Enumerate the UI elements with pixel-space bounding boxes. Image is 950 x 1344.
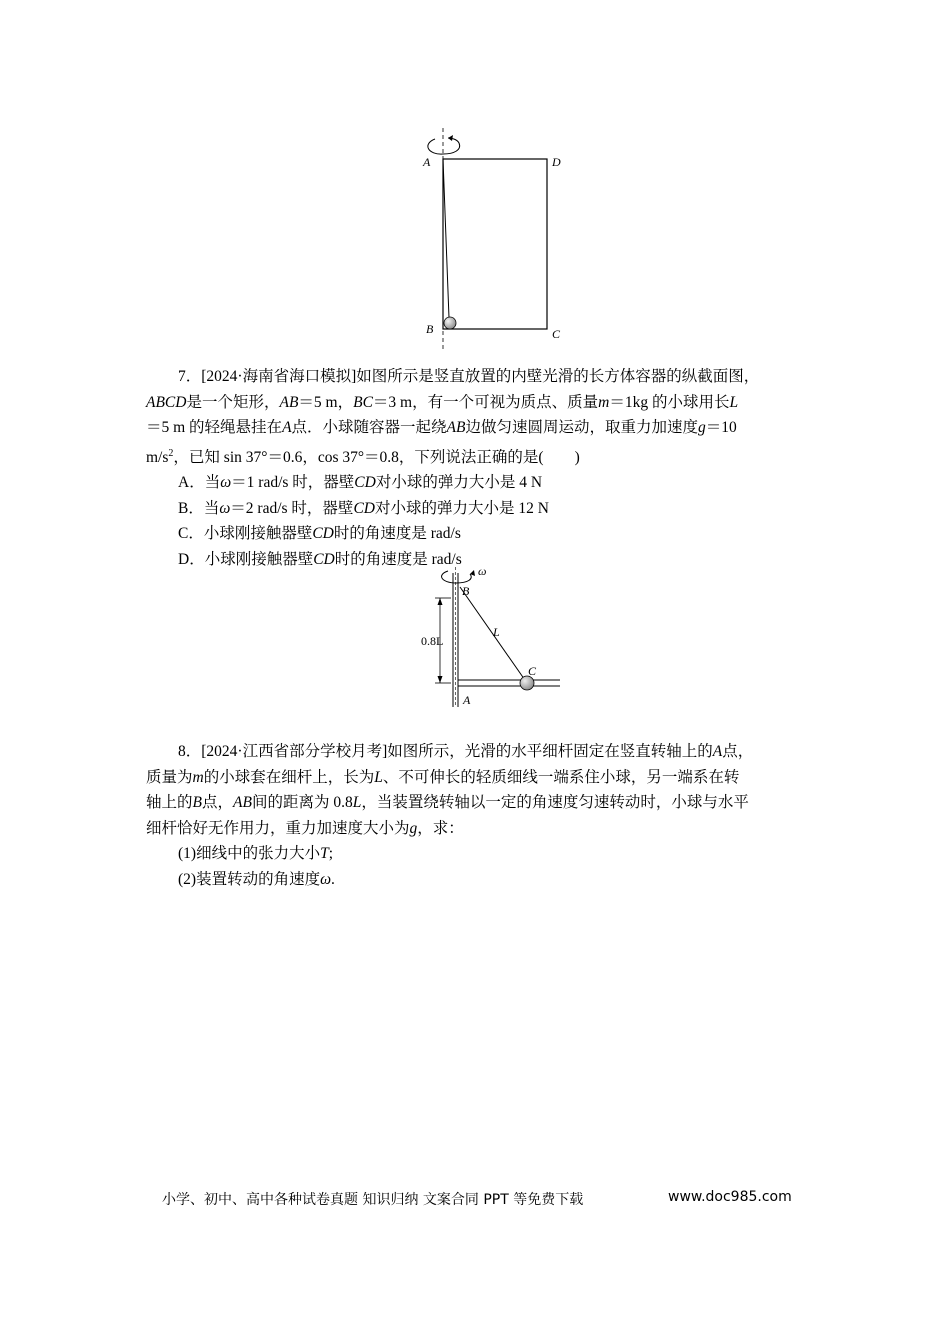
q8-sub-2 <box>146 867 810 893</box>
opt-c-pre: C．小球刚接触器壁 <box>178 525 313 543</box>
q7-text-2: 是一个矩形， <box>186 393 280 411</box>
q8-sub1-text: (1)细线中的张力大小 <box>178 845 321 862</box>
q8-text-3a: 轴上的 <box>146 794 193 811</box>
opt-b-cd: CD <box>353 499 375 517</box>
q8-t: T <box>320 845 329 862</box>
label-d: D <box>552 155 561 169</box>
q8-text-3c: 间的距离为 0.8 <box>251 794 353 811</box>
q8-line2 <box>146 765 810 791</box>
q7-option-a <box>146 470 810 496</box>
opt-d-post2: 时的角速度是 rad/s <box>334 550 462 568</box>
q7-bc: BC <box>353 393 373 411</box>
q8-text-1b: 点， <box>722 743 754 760</box>
label-a: A <box>423 155 431 169</box>
q7-line1 <box>146 364 810 390</box>
q8-number: 8． <box>178 743 202 760</box>
opt-a-sym: ω <box>220 474 232 492</box>
q8-g: g <box>409 819 418 837</box>
q7-option-c <box>146 521 810 547</box>
label-b2: B <box>462 584 470 598</box>
q8-text-2c: 、不可伸长的轻质细线一端系住小球，另一端系在转 <box>382 768 740 786</box>
opt-b-pre: B．当 <box>178 499 220 517</box>
q8-source: [2024·江西省部分学校月考] <box>201 743 388 760</box>
q8-text-4b: ，求： <box>417 819 464 837</box>
q8-line1 <box>146 739 810 765</box>
opt-b-sym: ω <box>219 499 231 517</box>
q8-line3 <box>146 790 810 816</box>
question-8 <box>146 739 810 892</box>
opt-d-cd: CD <box>313 550 335 568</box>
q8-text-3d: ，当装置绕转轴以一定的角速度匀速转动时，小球与水平 <box>361 794 749 811</box>
label-l: L <box>493 625 500 639</box>
opt-a-cd: CD <box>354 474 376 492</box>
figure-container-pendulum <box>418 128 568 354</box>
q7-a: A <box>282 419 292 436</box>
label-a2: A <box>463 693 471 707</box>
q7-unit: m/s <box>146 448 169 466</box>
q8-text-2a: 质量为 <box>146 768 193 786</box>
label-c: C <box>552 327 561 341</box>
q7-g: g <box>698 419 706 436</box>
label-omega: ω <box>478 564 487 578</box>
q7-unit-sup: 2 <box>168 447 174 459</box>
q7-source: [2024·海南省海口模拟] <box>201 368 357 385</box>
q8-a: A <box>712 743 723 760</box>
figure1-svg <box>418 128 568 354</box>
q8-ab: AB <box>233 794 252 811</box>
label-height <box>421 634 443 648</box>
omega-arrow <box>442 571 472 583</box>
opt-c-cd: CD <box>312 525 334 543</box>
q8-l2: L <box>352 794 362 811</box>
q7-line2 <box>146 390 810 416</box>
q7-text-3: ＝5 m 的轻绳悬挂在 <box>146 419 283 436</box>
rotation-arrow <box>428 138 460 154</box>
opt-b-post2: 对小球的弹力大小是 12 N <box>374 499 549 517</box>
q8-m: m <box>192 768 204 786</box>
question-7 <box>146 364 810 572</box>
q8-sub2-text: (2)装置转动的角速度 <box>178 870 321 888</box>
q7-ab-val: ＝5 m， <box>298 393 354 411</box>
q7-m-val: ＝1kg 的小球用长 <box>609 393 730 411</box>
q7-text-4: ，已知 sin 37°＝0.6，cos 37°＝0.8，下列说法正确的是( ) <box>173 448 580 466</box>
ball <box>444 317 456 329</box>
label-height-text: 0.8L <box>421 634 444 648</box>
q7-abcd: ABCD <box>146 393 187 411</box>
q7-option-b <box>146 496 810 522</box>
footer-website-link[interactable]: www.doc985.com <box>668 1189 792 1205</box>
q7-text-1: 如图所示是竖直放置的内壁光滑的长方体容器的纵截面图， <box>356 368 760 385</box>
opt-a-post2: 对小球的弹力大小是 4 N <box>375 474 543 492</box>
q7-text-3c: 边做匀速圆周运动，取重力加速度 <box>465 419 698 436</box>
q7-text-3b: 点．小球随容器一起绕 <box>291 419 447 436</box>
q7-line3 <box>146 415 810 441</box>
q7-number: 7． <box>178 368 202 385</box>
q8-text-1: 如图所示，光滑的水平细杆固定在竖直转轴上的 <box>387 743 713 760</box>
q8-l: L <box>374 768 383 786</box>
q8-b: B <box>192 794 202 811</box>
rotation-arrowhead <box>448 135 453 141</box>
footer-left-text: 小学、初中、高中各种试卷真题 知识归纳 文案合同 PPT 等免费下载 <box>162 1192 584 1208</box>
q8-sub1-end: ; <box>328 845 334 862</box>
q8-sub2-end: . <box>331 870 335 888</box>
opt-a-pre: A．当 <box>178 474 221 492</box>
q8-text-3b: 点， <box>201 794 233 811</box>
opt-c-post2: 时的角速度是 rad/s <box>333 525 461 543</box>
container-rect <box>443 159 547 329</box>
figure-rotating-rod <box>420 565 565 710</box>
q8-text-4a: 细杆恰好无作用力，重力加速度大小为 <box>146 819 410 837</box>
q8-line4 <box>146 816 810 842</box>
q7-l: L <box>729 393 739 411</box>
opt-b-post1: ＝2 rad/s 时，器壁 <box>230 499 354 517</box>
q8-sub-1 <box>146 841 810 867</box>
q7-bc-val: ＝3 m，有一个可视为质点、质量 <box>372 393 599 411</box>
q7-m: m <box>598 393 610 411</box>
rope <box>443 159 449 318</box>
q8-omega: ω <box>320 870 332 888</box>
ball-c <box>520 676 534 690</box>
dim-arrow-top <box>438 598 443 605</box>
q8-text-2b: 的小球套在细杆上，长为 <box>203 768 375 786</box>
label-c2: C <box>528 664 537 678</box>
dim-arrow-bottom <box>438 676 443 683</box>
label-b: B <box>426 322 434 336</box>
q7-ab2: AB <box>446 419 466 436</box>
figure2-svg <box>420 565 565 710</box>
q7-line4 <box>146 441 810 471</box>
opt-a-post1: ＝1 rad/s 时，器壁 <box>231 474 355 492</box>
q7-text-3d: ＝10 <box>705 419 737 436</box>
opt-d-pre: D．小球刚接触器壁 <box>178 550 314 568</box>
q7-ab: AB <box>279 393 299 411</box>
